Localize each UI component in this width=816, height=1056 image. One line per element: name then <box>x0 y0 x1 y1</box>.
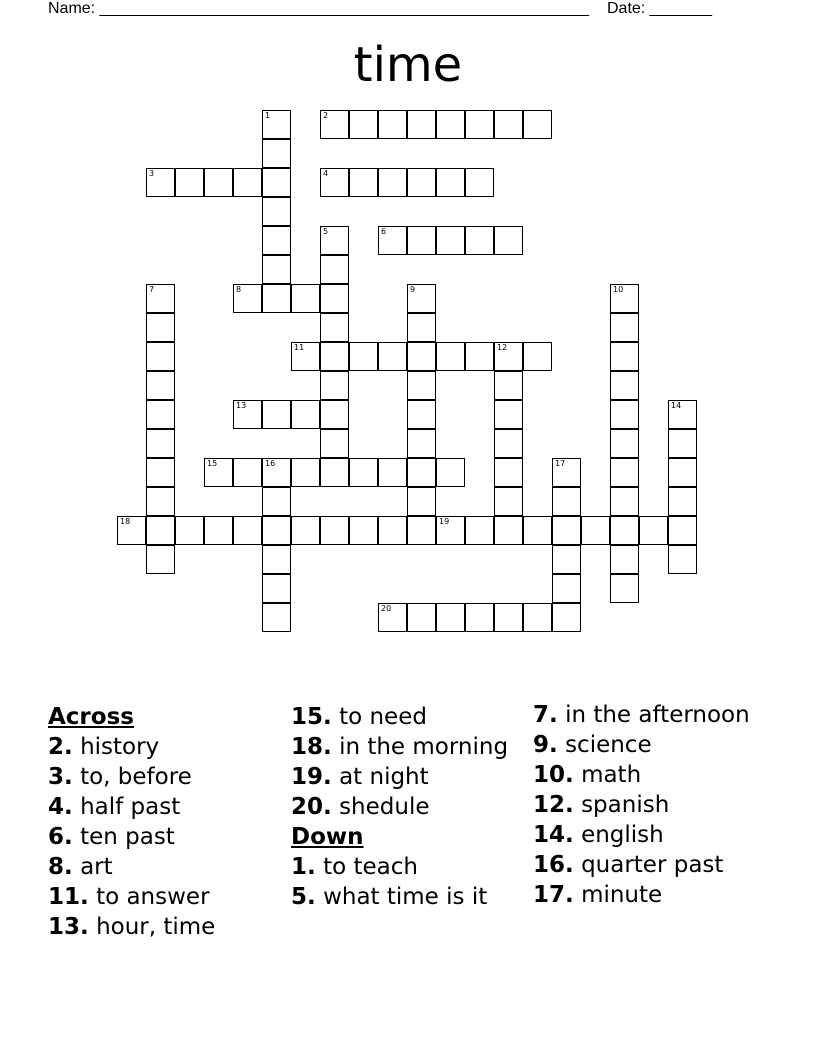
clue-text: what time is it <box>323 884 488 910</box>
grid-cell[interactable] <box>262 516 291 545</box>
cell-number: 19 <box>439 517 450 526</box>
grid-cell[interactable] <box>320 458 349 487</box>
clue-text: hour, time <box>96 914 216 940</box>
grid-cell[interactable] <box>291 284 320 313</box>
clue-number: 20. <box>291 794 332 820</box>
grid-cell[interactable] <box>378 342 407 371</box>
cell-number: 7 <box>149 285 155 294</box>
grid-cell[interactable] <box>262 197 291 226</box>
grid-cell[interactable] <box>465 342 494 371</box>
grid-cell[interactable] <box>320 110 349 139</box>
cell-number: 17 <box>555 459 566 468</box>
clue-number: 11. <box>48 884 89 910</box>
clue-text: to, before <box>80 764 192 790</box>
grid-cell[interactable] <box>436 226 465 255</box>
clue-text: ten past <box>80 824 175 850</box>
grid-cell[interactable] <box>494 429 523 458</box>
clue-number: 5. <box>291 884 316 910</box>
grid-cell[interactable] <box>668 516 697 545</box>
cell-number: 6 <box>381 227 387 236</box>
grid-cell[interactable] <box>146 371 175 400</box>
grid-cell[interactable] <box>465 516 494 545</box>
grid-cell[interactable] <box>407 168 436 197</box>
clue-number: 9. <box>533 732 558 758</box>
clues-column-2 <box>291 702 523 912</box>
grid-cell[interactable] <box>465 603 494 632</box>
grid-cell[interactable] <box>378 168 407 197</box>
grid-cell[interactable] <box>146 516 175 545</box>
grid-cell[interactable] <box>146 342 175 371</box>
grid-cell[interactable] <box>494 342 523 371</box>
clue-across-4 <box>48 792 280 822</box>
grid-cell[interactable] <box>262 168 291 197</box>
cell-number: 5 <box>323 227 329 236</box>
clue-text: at night <box>339 764 429 790</box>
clue-text: half past <box>80 794 181 820</box>
grid-cell[interactable] <box>552 458 581 487</box>
grid-cell[interactable] <box>146 168 175 197</box>
clue-number: 15. <box>291 704 332 730</box>
clue-across-11 <box>48 882 280 912</box>
clue-across-6 <box>48 822 280 852</box>
grid-cell[interactable] <box>436 110 465 139</box>
grid-cell[interactable] <box>436 603 465 632</box>
grid-cell[interactable] <box>117 516 146 545</box>
clue-text: in the morning <box>339 734 509 760</box>
clue-number: 18. <box>291 734 332 760</box>
clue-text: math <box>581 762 642 788</box>
clue-down-1 <box>291 852 523 882</box>
clue-number: 19. <box>291 764 332 790</box>
grid-cell[interactable] <box>407 342 436 371</box>
grid-cell[interactable] <box>349 458 378 487</box>
clue-number: 10. <box>533 762 574 788</box>
grid-cell[interactable] <box>494 371 523 400</box>
grid-cell[interactable] <box>552 516 581 545</box>
cell-number: 3 <box>149 169 155 178</box>
grid-cell[interactable] <box>465 110 494 139</box>
clue-number: 6. <box>48 824 73 850</box>
grid-cell[interactable] <box>552 487 581 516</box>
cell-number: 15 <box>207 459 218 468</box>
grid-cell[interactable] <box>291 516 320 545</box>
grid-cell[interactable] <box>668 400 697 429</box>
grid-cell[interactable] <box>494 487 523 516</box>
grid-cell[interactable] <box>320 429 349 458</box>
clue-down-16 <box>533 852 773 878</box>
grid-cell[interactable] <box>262 545 291 574</box>
clue-number: 7. <box>533 702 558 728</box>
grid-cell[interactable] <box>262 458 291 487</box>
grid-cell[interactable] <box>262 255 291 284</box>
clue-text: quarter past <box>581 852 724 878</box>
clue-number: 1. <box>291 854 316 880</box>
grid-cell[interactable] <box>262 110 291 139</box>
grid-cell[interactable] <box>668 458 697 487</box>
grid-cell[interactable] <box>407 458 436 487</box>
grid-cell[interactable] <box>552 574 581 603</box>
grid-cell[interactable] <box>262 487 291 516</box>
clue-text: science <box>565 732 652 758</box>
clue-text: to teach <box>323 854 418 880</box>
grid-cell[interactable] <box>494 400 523 429</box>
clue-text: to need <box>339 704 427 730</box>
clue-number: 13. <box>48 914 89 940</box>
grid-cell[interactable] <box>233 168 262 197</box>
grid-cell[interactable] <box>175 516 204 545</box>
clue-across-13 <box>48 912 280 942</box>
clue-down-5 <box>291 882 523 912</box>
clue-text: shedule <box>339 794 430 820</box>
clue-number: 8. <box>48 854 73 880</box>
name-field-label: Name: _______________________________________________________ <box>48 0 589 17</box>
grid-cell[interactable] <box>610 342 639 371</box>
cell-number: 14 <box>671 401 682 410</box>
grid-cell[interactable] <box>494 226 523 255</box>
grid-cell[interactable] <box>378 110 407 139</box>
clue-text: art <box>80 854 113 880</box>
grid-cell[interactable] <box>175 168 204 197</box>
grid-cell[interactable] <box>291 458 320 487</box>
grid-cell[interactable] <box>320 226 349 255</box>
cell-number: 2 <box>323 111 329 120</box>
cell-number: 11 <box>294 343 305 352</box>
clue-text: to answer <box>96 884 210 910</box>
clue-across-8 <box>48 852 280 882</box>
grid-cell[interactable] <box>349 342 378 371</box>
clue-text: in the afternoon <box>565 702 750 728</box>
grid-cell[interactable] <box>146 487 175 516</box>
cell-number: 9 <box>410 285 416 294</box>
grid-cell[interactable] <box>436 168 465 197</box>
grid-cell[interactable] <box>349 110 378 139</box>
clue-across-19 <box>291 762 523 792</box>
cell-number: 20 <box>381 604 392 613</box>
cell-number: 13 <box>236 401 247 410</box>
clue-down-17 <box>533 882 773 908</box>
grid-cell[interactable] <box>407 400 436 429</box>
grid-cell[interactable] <box>320 400 349 429</box>
grid-cell[interactable] <box>610 458 639 487</box>
clue-down-9 <box>533 732 773 758</box>
grid-cell[interactable] <box>291 400 320 429</box>
grid-cell[interactable] <box>378 226 407 255</box>
clue-down-7 <box>533 702 773 728</box>
cell-number: 16 <box>265 459 276 468</box>
grid-cell[interactable] <box>320 342 349 371</box>
grid-cell[interactable] <box>204 168 233 197</box>
grid-cell[interactable] <box>581 516 610 545</box>
grid-cell[interactable] <box>610 284 639 313</box>
clue-text: history <box>80 734 160 760</box>
clue-number: 16. <box>533 852 574 878</box>
clue-number: 14. <box>533 822 574 848</box>
clue-across-18 <box>291 732 523 762</box>
grid-cell[interactable] <box>668 429 697 458</box>
grid-cell[interactable] <box>668 545 697 574</box>
grid-cell[interactable] <box>407 516 436 545</box>
cell-number: 18 <box>120 517 131 526</box>
grid-cell[interactable] <box>436 342 465 371</box>
grid-cell[interactable] <box>436 458 465 487</box>
grid-cell[interactable] <box>320 516 349 545</box>
cell-number: 1 <box>265 111 271 120</box>
grid-cell[interactable] <box>349 168 378 197</box>
grid-cell[interactable] <box>523 516 552 545</box>
grid-cell[interactable] <box>494 458 523 487</box>
grid-cell[interactable] <box>262 284 291 313</box>
grid-cell[interactable] <box>233 458 262 487</box>
clue-across-20 <box>291 792 523 822</box>
grid-cell[interactable] <box>233 284 262 313</box>
clue-number: 4. <box>48 794 73 820</box>
grid-cell[interactable] <box>146 545 175 574</box>
grid-cell[interactable] <box>465 168 494 197</box>
grid-cell[interactable] <box>262 226 291 255</box>
cell-number: 8 <box>236 285 242 294</box>
grid-cell[interactable] <box>320 313 349 342</box>
clue-down-10 <box>533 762 773 788</box>
grid-cell[interactable] <box>262 574 291 603</box>
grid-cell[interactable] <box>291 342 320 371</box>
clue-down-12 <box>533 792 773 818</box>
page-title: time <box>353 37 463 93</box>
grid-cell[interactable] <box>146 284 175 313</box>
grid-cell[interactable] <box>146 429 175 458</box>
grid-cell[interactable] <box>320 168 349 197</box>
clue-number: 12. <box>533 792 574 818</box>
grid-cell[interactable] <box>262 139 291 168</box>
grid-cell[interactable] <box>407 487 436 516</box>
cell-number: 12 <box>497 343 508 352</box>
clue-number: 2. <box>48 734 73 760</box>
grid-cell[interactable] <box>407 313 436 342</box>
grid-cell[interactable] <box>233 400 262 429</box>
grid-cell[interactable] <box>349 516 378 545</box>
grid-cell[interactable] <box>378 603 407 632</box>
grid-cell[interactable] <box>320 371 349 400</box>
grid-cell[interactable] <box>407 284 436 313</box>
grid-cell[interactable] <box>610 487 639 516</box>
grid-cell[interactable] <box>320 284 349 313</box>
grid-cell[interactable] <box>523 603 552 632</box>
clue-across-3 <box>48 762 280 792</box>
clue-down-14 <box>533 822 773 848</box>
grid-cell[interactable] <box>378 458 407 487</box>
grid-cell[interactable] <box>262 603 291 632</box>
grid-cell[interactable] <box>523 342 552 371</box>
clue-across-15 <box>291 702 523 732</box>
clue-text: english <box>581 822 664 848</box>
clue-across-2 <box>48 732 280 762</box>
clue-text: spanish <box>581 792 670 818</box>
grid-cell[interactable] <box>668 487 697 516</box>
grid-cell[interactable] <box>465 226 494 255</box>
grid-cell[interactable] <box>610 516 639 545</box>
grid-cell[interactable] <box>407 429 436 458</box>
grid-cell[interactable] <box>407 226 436 255</box>
cell-number: 4 <box>323 169 329 178</box>
grid-cell[interactable] <box>233 516 262 545</box>
grid-cell[interactable] <box>610 371 639 400</box>
across-heading: Across <box>48 704 134 730</box>
grid-cell[interactable] <box>610 545 639 574</box>
date-field-label: Date: _______ <box>606 0 712 17</box>
grid-cell[interactable] <box>320 255 349 284</box>
grid-cell[interactable] <box>610 313 639 342</box>
grid-cell[interactable] <box>262 400 291 429</box>
grid-cell[interactable] <box>494 110 523 139</box>
grid-cell[interactable] <box>407 110 436 139</box>
grid-cell[interactable] <box>639 516 668 545</box>
down-heading: Down <box>291 824 364 850</box>
grid-cell[interactable] <box>146 313 175 342</box>
grid-cell[interactable] <box>204 516 233 545</box>
grid-cell[interactable] <box>610 574 639 603</box>
clue-text: minute <box>581 882 663 908</box>
grid-cell[interactable] <box>407 371 436 400</box>
grid-cell[interactable] <box>552 603 581 632</box>
cell-number: 10 <box>613 285 624 294</box>
grid-cell[interactable] <box>610 429 639 458</box>
grid-cell[interactable] <box>436 516 465 545</box>
grid-cell[interactable] <box>552 545 581 574</box>
grid-cell[interactable] <box>494 603 523 632</box>
clues-column-3 <box>533 702 773 912</box>
grid-cell[interactable] <box>407 603 436 632</box>
grid-cell[interactable] <box>146 458 175 487</box>
grid-cell[interactable] <box>204 458 233 487</box>
grid-cell[interactable] <box>378 516 407 545</box>
clues-column-1 <box>48 702 280 942</box>
grid-cell[interactable] <box>523 110 552 139</box>
grid-cell[interactable] <box>610 400 639 429</box>
grid-cell[interactable] <box>146 400 175 429</box>
clue-number: 3. <box>48 764 73 790</box>
grid-cell[interactable] <box>494 516 523 545</box>
clue-number: 17. <box>533 882 574 908</box>
